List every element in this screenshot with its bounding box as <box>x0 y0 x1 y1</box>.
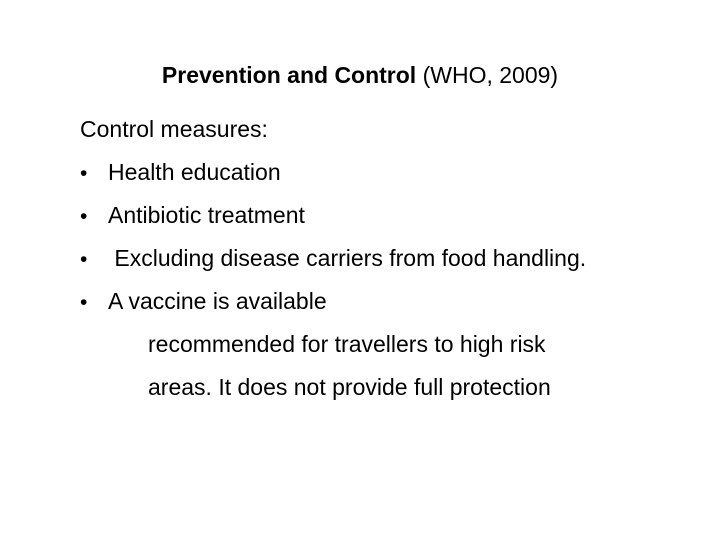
bullet-text: Excluding disease carriers from food handling. <box>108 245 587 271</box>
bullet-icon: • <box>80 162 88 185</box>
bullet-text: Antibiotic treatment <box>108 202 305 228</box>
bullet-item <box>80 237 700 280</box>
bullet-icon: • <box>80 248 88 271</box>
continuation-text: areas. It does not provide full protection <box>148 374 551 400</box>
continuation-text: recommended for travellers to high risk <box>148 331 546 357</box>
slide-title <box>0 58 720 92</box>
slide-title-citation: (WHO, 2009) <box>416 62 559 88</box>
bullet-item <box>80 280 700 323</box>
slide-body <box>80 108 700 409</box>
bullet-item <box>80 194 700 237</box>
bullet-item <box>80 151 700 194</box>
bullet-text: Health education <box>108 159 281 185</box>
intro-text: Control measures: <box>80 116 268 142</box>
slide-title-bold: Prevention and Control <box>161 62 417 88</box>
bullet-text: A vaccine is available <box>108 288 327 314</box>
bullet-icon: • <box>80 205 88 228</box>
bullet-icon: • <box>80 291 88 314</box>
